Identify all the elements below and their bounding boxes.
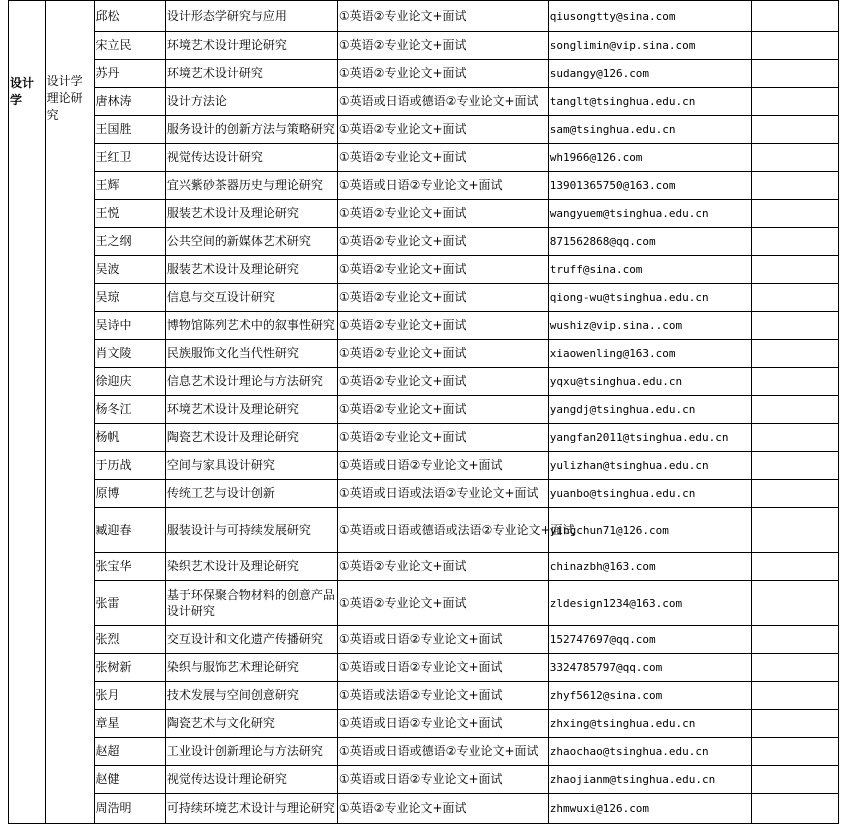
table-row [9, 116, 839, 144]
research-direction-cell: 信息艺术设计理论与方法研究 [165, 368, 337, 396]
research-direction-cell: 公共空间的新媒体艺术研究 [165, 228, 337, 256]
research-direction-cell: 视觉传达设计理论研究 [165, 766, 337, 794]
research-direction-cell: 宜兴紫砂茶器历史与理论研究 [165, 172, 337, 200]
table-row [9, 172, 839, 200]
email-cell: zldesign1234@163.com [548, 581, 752, 626]
remarks-cell [752, 1, 839, 32]
advisor-name-cell: 邱松 [94, 1, 165, 32]
email-cell: chinazbh@163.com [548, 553, 752, 581]
table-row [9, 340, 839, 368]
research-direction-cell: 信息与交互设计研究 [165, 284, 337, 312]
email-cell: zhaojianm@tsinghua.edu.cn [548, 766, 752, 794]
advisor-name-cell: 原博 [94, 480, 165, 508]
exam-subjects-cell: ①英语或日语或德语或法语②专业论文+面试 [337, 508, 548, 553]
program-cell: 设计学理论研究 [45, 1, 94, 824]
remarks-cell [752, 396, 839, 424]
exam-subjects-cell: ①英语②专业论文+面试 [337, 794, 548, 824]
advisor-name-cell: 吴诗中 [94, 312, 165, 340]
table-row [9, 452, 839, 480]
table-row [9, 312, 839, 340]
exam-subjects-cell: ①英语②专业论文+面试 [337, 424, 548, 452]
research-direction-cell: 服务设计的创新方法与策略研究 [165, 116, 337, 144]
table-row [9, 144, 839, 172]
remarks-cell [752, 340, 839, 368]
remarks-cell [752, 626, 839, 654]
research-direction-cell: 服装艺术设计及理论研究 [165, 256, 337, 284]
table-row [9, 60, 839, 88]
research-direction-cell: 陶瓷艺术与文化研究 [165, 710, 337, 738]
department-cell: 设计学 [9, 1, 46, 824]
research-direction-cell: 传统工艺与设计创新 [165, 480, 337, 508]
email-cell: wh1966@126.com [548, 144, 752, 172]
table-row [9, 368, 839, 396]
remarks-cell [752, 88, 839, 116]
email-cell: wangyuem@tsinghua.edu.cn [548, 200, 752, 228]
advisor-name-cell: 张树新 [94, 654, 165, 682]
research-direction-cell: 服装设计与可持续发展研究 [165, 508, 337, 553]
exam-subjects-cell: ①英语②专业论文+面试 [337, 228, 548, 256]
email-cell: 152747697@qq.com [548, 626, 752, 654]
advisor-name-cell: 王辉 [94, 172, 165, 200]
advisor-name-cell: 苏丹 [94, 60, 165, 88]
exam-subjects-cell: ①英语②专业论文+面试 [337, 396, 548, 424]
remarks-cell [752, 116, 839, 144]
research-direction-cell: 技术发展与空间创意研究 [165, 682, 337, 710]
email-cell: yuanbo@tsinghua.edu.cn [548, 480, 752, 508]
table-row [9, 396, 839, 424]
table-row [9, 480, 839, 508]
remarks-cell [752, 710, 839, 738]
email-cell: zhyf5612@sina.com [548, 682, 752, 710]
email-cell: yulizhan@tsinghua.edu.cn [548, 452, 752, 480]
remarks-cell [752, 738, 839, 766]
exam-subjects-cell: ①英语②专业论文+面试 [337, 340, 548, 368]
remarks-cell [752, 312, 839, 340]
email-cell: 871562868@qq.com [548, 228, 752, 256]
advisor-name-cell: 张月 [94, 682, 165, 710]
table-row [9, 88, 839, 116]
exam-subjects-cell: ①英语②专业论文+面试 [337, 581, 548, 626]
exam-subjects-cell: ①英语或日语②专业论文+面试 [337, 626, 548, 654]
table-row [9, 32, 839, 60]
research-direction-cell: 空间与家具设计研究 [165, 452, 337, 480]
research-direction-cell: 环境艺术设计及理论研究 [165, 396, 337, 424]
research-direction-cell: 基于环保聚合物材料的创意产品设计研究 [165, 581, 337, 626]
table-row [9, 654, 839, 682]
email-cell: yingchun71@126.com [548, 508, 752, 553]
table-row [9, 710, 839, 738]
exam-subjects-cell: ①英语②专业论文+面试 [337, 200, 548, 228]
remarks-cell [752, 553, 839, 581]
exam-subjects-cell: ①英语或日语②专业论文+面试 [337, 172, 548, 200]
research-direction-cell: 陶瓷艺术设计及理论研究 [165, 424, 337, 452]
email-cell: zhaochao@tsinghua.edu.cn [548, 738, 752, 766]
table-row [9, 1, 839, 32]
remarks-cell [752, 32, 839, 60]
research-direction-cell: 交互设计和文化遗产传播研究 [165, 626, 337, 654]
remarks-cell [752, 256, 839, 284]
research-direction-cell: 视觉传达设计研究 [165, 144, 337, 172]
email-cell: zhxing@tsinghua.edu.cn [548, 710, 752, 738]
exam-subjects-cell: ①英语②专业论文+面试 [337, 60, 548, 88]
exam-subjects-cell: ①英语②专业论文+面试 [337, 144, 548, 172]
advisor-table-body [9, 1, 839, 824]
remarks-cell [752, 682, 839, 710]
remarks-cell [752, 452, 839, 480]
research-direction-cell: 博物馆陈列艺术中的叙事性研究 [165, 312, 337, 340]
table-row [9, 766, 839, 794]
research-direction-cell: 民族服饰文化当代性研究 [165, 340, 337, 368]
remarks-cell [752, 368, 839, 396]
advisor-name-cell: 赵超 [94, 738, 165, 766]
exam-subjects-cell: ①英语②专业论文+面试 [337, 312, 548, 340]
email-cell: truff@sina.com [548, 256, 752, 284]
email-cell: yangfan2011@tsinghua.edu.cn [548, 424, 752, 452]
table-row [9, 738, 839, 766]
research-direction-cell: 服装艺术设计及理论研究 [165, 200, 337, 228]
advisor-name-cell: 张雷 [94, 581, 165, 626]
research-direction-cell: 设计方法论 [165, 88, 337, 116]
exam-subjects-cell: ①英语②专业论文+面试 [337, 284, 548, 312]
email-cell: songlimin@vip.sina.com [548, 32, 752, 60]
exam-subjects-cell: ①英语或日语②专业论文+面试 [337, 710, 548, 738]
advisor-name-cell: 于历战 [94, 452, 165, 480]
advisor-name-cell: 吴琼 [94, 284, 165, 312]
exam-subjects-cell: ①英语②专业论文+面试 [337, 32, 548, 60]
email-cell: sudangy@126.com [548, 60, 752, 88]
remarks-cell [752, 794, 839, 824]
table-row [9, 794, 839, 824]
remarks-cell [752, 424, 839, 452]
advisor-name-cell: 宋立民 [94, 32, 165, 60]
exam-subjects-cell: ①英语②专业论文+面试 [337, 1, 548, 32]
exam-subjects-cell: ①英语或日语或法语②专业论文+面试 [337, 480, 548, 508]
email-cell: sam@tsinghua.edu.cn [548, 116, 752, 144]
exam-subjects-cell: ①英语②专业论文+面试 [337, 368, 548, 396]
advisor-name-cell: 唐林涛 [94, 88, 165, 116]
email-cell: qiong-wu@tsinghua.edu.cn [548, 284, 752, 312]
table-row [9, 228, 839, 256]
exam-subjects-cell: ①英语或日语或德语②专业论文+面试 [337, 738, 548, 766]
advisor-name-cell: 杨帆 [94, 424, 165, 452]
advisor-name-cell: 徐迎庆 [94, 368, 165, 396]
advisor-name-cell: 张烈 [94, 626, 165, 654]
table-row [9, 200, 839, 228]
remarks-cell [752, 144, 839, 172]
exam-subjects-cell: ①英语②专业论文+面试 [337, 116, 548, 144]
exam-subjects-cell: ①英语或日语②专业论文+面试 [337, 452, 548, 480]
table-row [9, 284, 839, 312]
research-direction-cell: 可持续环境艺术设计与理论研究 [165, 794, 337, 824]
advisor-name-cell: 张宝华 [94, 553, 165, 581]
advisor-name-cell: 臧迎春 [94, 508, 165, 553]
email-cell: yqxu@tsinghua.edu.cn [548, 368, 752, 396]
table-row [9, 256, 839, 284]
table-row [9, 581, 839, 626]
remarks-cell [752, 60, 839, 88]
remarks-cell [752, 766, 839, 794]
remarks-cell [752, 480, 839, 508]
exam-subjects-cell: ①英语②专业论文+面试 [337, 256, 548, 284]
advisor-name-cell: 王红卫 [94, 144, 165, 172]
table-row [9, 626, 839, 654]
advisor-name-cell: 吴波 [94, 256, 165, 284]
advisor-name-cell: 周浩明 [94, 794, 165, 824]
remarks-cell [752, 228, 839, 256]
email-cell: 13901365750@163.com [548, 172, 752, 200]
remarks-cell [752, 284, 839, 312]
remarks-cell [752, 581, 839, 626]
advisor-table [8, 0, 839, 824]
advisor-name-cell: 王之纲 [94, 228, 165, 256]
email-cell: yangdj@tsinghua.edu.cn [548, 396, 752, 424]
email-cell: qiusongtty@sina.com [548, 1, 752, 32]
table-row [9, 553, 839, 581]
research-direction-cell: 染织与服饰艺术理论研究 [165, 654, 337, 682]
advisor-name-cell: 肖文陵 [94, 340, 165, 368]
email-cell: tanglt@tsinghua.edu.cn [548, 88, 752, 116]
table-row [9, 508, 839, 553]
remarks-cell [752, 654, 839, 682]
exam-subjects-cell: ①英语或法语②专业论文+面试 [337, 682, 548, 710]
advisor-name-cell: 章星 [94, 710, 165, 738]
remarks-cell [752, 200, 839, 228]
advisor-name-cell: 赵健 [94, 766, 165, 794]
table-row [9, 424, 839, 452]
email-cell: zhmwuxi@126.com [548, 794, 752, 824]
email-cell: 3324785797@qq.com [548, 654, 752, 682]
research-direction-cell: 工业设计创新理论与方法研究 [165, 738, 337, 766]
remarks-cell [752, 172, 839, 200]
research-direction-cell: 设计形态学研究与应用 [165, 1, 337, 32]
research-direction-cell: 环境艺术设计研究 [165, 60, 337, 88]
advisor-name-cell: 王国胜 [94, 116, 165, 144]
remarks-cell [752, 508, 839, 553]
research-direction-cell: 环境艺术设计理论研究 [165, 32, 337, 60]
email-cell: wushiz@vip.sina..com [548, 312, 752, 340]
exam-subjects-cell: ①英语或日语或德语②专业论文+面试 [337, 88, 548, 116]
exam-subjects-cell: ①英语或日语②专业论文+面试 [337, 654, 548, 682]
research-direction-cell: 染织艺术设计及理论研究 [165, 553, 337, 581]
advisor-name-cell: 王悦 [94, 200, 165, 228]
email-cell: xiaowenling@163.com [548, 340, 752, 368]
exam-subjects-cell: ①英语或日语②专业论文+面试 [337, 766, 548, 794]
exam-subjects-cell: ①英语②专业论文+面试 [337, 553, 548, 581]
table-row [9, 682, 839, 710]
advisor-name-cell: 杨冬江 [94, 396, 165, 424]
